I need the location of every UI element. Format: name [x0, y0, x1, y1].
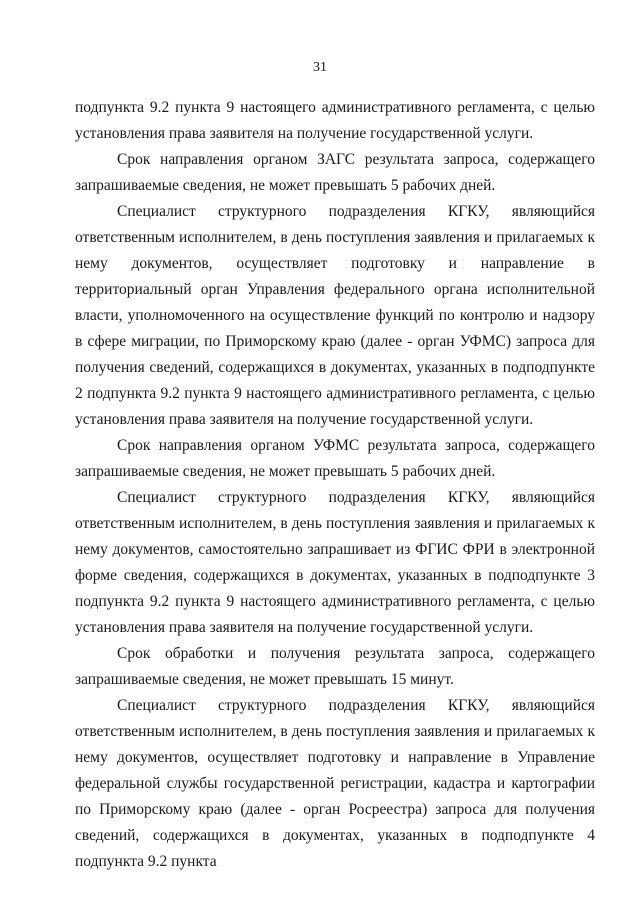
paragraph: подпункта 9.2 пункта 9 настоящего административного регламента, с целью установления права заявителя на получение государственной услуги.	[75, 99, 595, 142]
document-body	[75, 95, 595, 875]
paragraph: Специалист структурного подразделения КГКУ, являющийся ответственным исполнителем, в день поступления заявления и прилагаемых к нему документов, самостоятельно запрашивает из ФГИС ФРИ в электронной форме сведения, содержащихся в документах, указанных в подподпункте 3 подпункта 9.2 пункта 9 настоящего административного регламента, с целью установления права заявителя на получение государственной услуги.	[75, 489, 595, 636]
paragraph: Срок направления органом ЗАГС результата запроса, содержащего запрашиваемые сведения, не может превышать 5 рабочих дней.	[75, 151, 595, 194]
paragraph: Срок обработки и получения результата запроса, содержащего запрашиваемые сведения, не может превышать 15 минут.	[75, 645, 595, 688]
paragraph: Специалист структурного подразделения КГКУ, являющийся ответственным исполнителем, в день поступления заявления и прилагаемых к нему документов, осуществляет подготовку и направление в территориальный орган Управления федерального органа исполнительной власти, уполномоченного на осуществление функций по контролю и надзору в сфере миграции, по Приморскому краю (далее - орган УФМС) запроса для получения сведений, содержащихся в документах, указанных в подподпункте 2 подпункта 9.2 пункта 9 настоящего административного регламента, с целью установления права заявителя на получение государственной услуги.	[75, 203, 595, 428]
paragraph: Специалист структурного подразделения КГКУ, являющийся ответственным исполнителем, в день поступления заявления и прилагаемых к нему документов, осуществляет подготовку и направление в Управление федеральной службы государственной регистрации, кадастра и картографии по Приморскому краю (далее - орган Росреестра) запроса для получения сведений, содержащихся в документах, указанных в подподпункте 4 подпункта 9.2 пункта	[75, 697, 595, 870]
paragraph: Срок направления органом УФМС результата запроса, содержащего запрашиваемые сведения, не может превышать 5 рабочих дней.	[75, 437, 595, 480]
page-number: 31	[313, 60, 327, 75]
